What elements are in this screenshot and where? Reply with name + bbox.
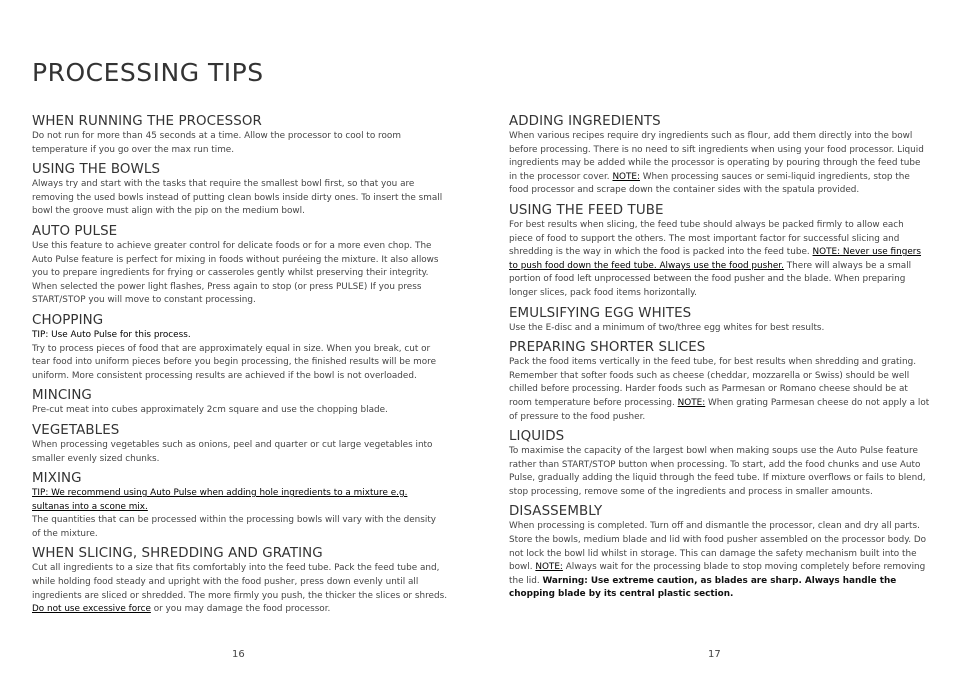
- section-liquids: [509, 429, 930, 499]
- tip-mixing: TIP: We recommend using Auto Pulse when adding hole ingredients to a mixture e.g. sultanas into a scone mix.: [32, 488, 408, 512]
- heading-feedtube: USING THE FEED TUBE: [509, 202, 664, 218]
- text-shorter-tail: When grating Parmesan cheese do not apply a lot of pressure to the food pusher.: [509, 397, 930, 422]
- section-vegetables: [32, 423, 447, 466]
- text-slicing-emph: Do not use excessive force: [32, 604, 151, 615]
- section-disassembly: [509, 504, 930, 602]
- warning-disassembly: Warning: Use extreme caution, as blades are sharp. Always handle the chopping blade by its central plastic section.: [509, 575, 897, 600]
- heading-running: WHEN RUNNING THE PROCESSOR: [32, 114, 262, 129]
- heading-liquids: LIQUIDS: [509, 429, 565, 445]
- heading-pulse: AUTO PULSE: [32, 223, 118, 239]
- heading-vegetables: VEGETABLES: [32, 422, 120, 438]
- text-slicing: [32, 562, 447, 616]
- note-adding: NOTE:: [612, 171, 640, 182]
- text-adding: [509, 130, 930, 198]
- right-column: [509, 114, 930, 607]
- tip-chopping: TIP: Use Auto Pulse for this process.: [32, 329, 191, 340]
- text-liquids: To maximise the capacity of the largest bowl when making soups use the Auto Pulse feature rather than START/STOP button when processing. To start, add the food chunks and use Auto Pulse, gradually adding the liquid through the feed tube. If mixture overflows or fails to blend, stop processing, remove some of the ingredients and process in smaller amounts.: [509, 446, 926, 497]
- heading-adding: ADDING INGREDIENTS: [509, 114, 661, 129]
- text-bowls: Always try and start with the tasks that require the smallest bowl first, so that you are removing the used bowls instead of putting clean bowls inside dirty ones. To insert the small bowl the groove must align with the pip on the medium bowl.: [32, 179, 443, 217]
- section-chopping: [32, 313, 447, 383]
- heading-chopping: CHOPPING: [32, 312, 104, 328]
- text-adding-tail: When processing sauces or semi-liquid ingredients, stop the food processor and scrape down the container sides with the spatula provided.: [509, 171, 910, 196]
- section-feedtube: [509, 203, 930, 301]
- page-number-left: 16: [232, 649, 245, 660]
- left-column: [32, 114, 447, 622]
- note-disassembly: NOTE:: [535, 562, 563, 573]
- section-egg: [509, 306, 930, 336]
- section-running: [32, 114, 447, 157]
- heading-egg: EMULSIFYING EGG WHITES: [509, 305, 692, 321]
- text-mixing: The quantities that can be processed within the processing bowls will vary with the density of the mixture.: [32, 515, 437, 539]
- text-shorter-body: Pack the food items vertically in the feed tube, for best results when shredding and grating. Remember that softer foods such as cheese (cheddar, mozzarella or Swiss) should be well chilled before processing. Harder foods such as Parmesan or Romano cheese should be at room temperature before processing.: [509, 357, 917, 408]
- text-disassembly-body: When processing is completed. Turn off and dismantle the processor, clean and dry all parts. Store the bowls, medium blade and lid with food pusher assembled on the processor body. Do not lock the bowl lid whilst in storage. This can damage the safety mechanism built into the bowl.: [509, 521, 927, 573]
- text-feedtube: [509, 219, 930, 301]
- text-disassembly: [509, 520, 930, 602]
- text-adding-body: When various recipes require dry ingredients such as flour, add them directly into the bowl before processing. There is no need to sift ingredients when using your food processor. Liquid ingredients may be added while the processor is operating by pouring through the feed tube in the processor cover.: [509, 131, 924, 182]
- text-disassembly-mid: Always wait for the processing blade to stop moving completely before removing the lid.: [509, 562, 926, 586]
- section-bowls: [32, 162, 447, 219]
- text-slicing-body: Cut all ingredients to a size that fits comfortably into the feed tube. Pack the feed tube and, while holding food steady and upright with the food pusher, press down evenly until all ingredients are sliced or shredded. The more firmly you push, the thicker the slices or shreds.: [32, 563, 448, 601]
- text-slicing-tail: or you may damage the food processor.: [150, 604, 331, 615]
- section-mixing: [32, 471, 447, 541]
- heading-bowls: USING THE BOWLS: [32, 162, 161, 178]
- page-number-right: 17: [708, 649, 721, 660]
- section-shorter: [509, 340, 930, 424]
- text-feedtube-tail: There will always be a small portion of food left unprocessed between the food pusher and the blade. When preparing longer slices, pack food items horizontally.: [509, 260, 912, 298]
- text-egg: Use the E-disc and a minimum of two/three egg whites for best results.: [509, 322, 825, 333]
- section-mincing: [32, 388, 447, 418]
- note-shorter: NOTE:: [677, 397, 706, 408]
- heading-shorter: PREPARING SHORTER SLICES: [509, 340, 706, 356]
- text-vegetables: When processing vegetables such as onions, peel and quarter or cut large vegetables into smaller evenly sized chunks.: [32, 439, 433, 464]
- heading-slicing: WHEN SLICING, SHREDDING AND GRATING: [32, 546, 323, 562]
- section-pulse: [32, 224, 447, 308]
- note-feedtube: NOTE: Never use fingers to push food down the feed tube. Always use the food pusher.: [509, 247, 922, 271]
- text-shorter: [509, 356, 930, 424]
- text-feedtube-body: For best results when slicing, the feed tube should always be packed firmly to allow each piece of food to support the others. The most important factor for successful slicing and shredding is the way in which the food is packed into the feed tube.: [509, 219, 904, 258]
- section-adding: [509, 114, 930, 198]
- page-title: PROCESSING TIPS: [32, 58, 264, 87]
- text-pulse: Use this feature to achieve greater control for delicate foods or for a more even chop. The Auto Pulse feature is perfect for mixing in foods without puréeing the mixture. It also allows you to prepare ingredients for frying or casseroles gently whilst preserving their integrity. When selected the power light flashes, Press again to stop (or press PULSE) If you press START/STOP you will move to constant processing.: [32, 240, 439, 306]
- text-mincing: Pre-cut meat into cubes approximately 2cm square and use the chopping blade.: [32, 405, 388, 416]
- heading-mixing: MIXING: [32, 471, 82, 487]
- heading-disassembly: DISASSEMBLY: [509, 504, 603, 520]
- heading-mincing: MINCING: [32, 388, 92, 404]
- text-running: Do not run for more than 45 seconds at a time. Allow the processor to cool to room temperature if you go over the max run time.: [32, 131, 401, 155]
- text-chopping: Try to process pieces of food that are approximately equal in size. When you break, cut or tear food into uniform pieces before you begin processing, the finished results will be more uniform. More consistent processing results are achieved if the bowl is not overloaded.: [32, 343, 437, 381]
- section-slicing: [32, 546, 447, 616]
